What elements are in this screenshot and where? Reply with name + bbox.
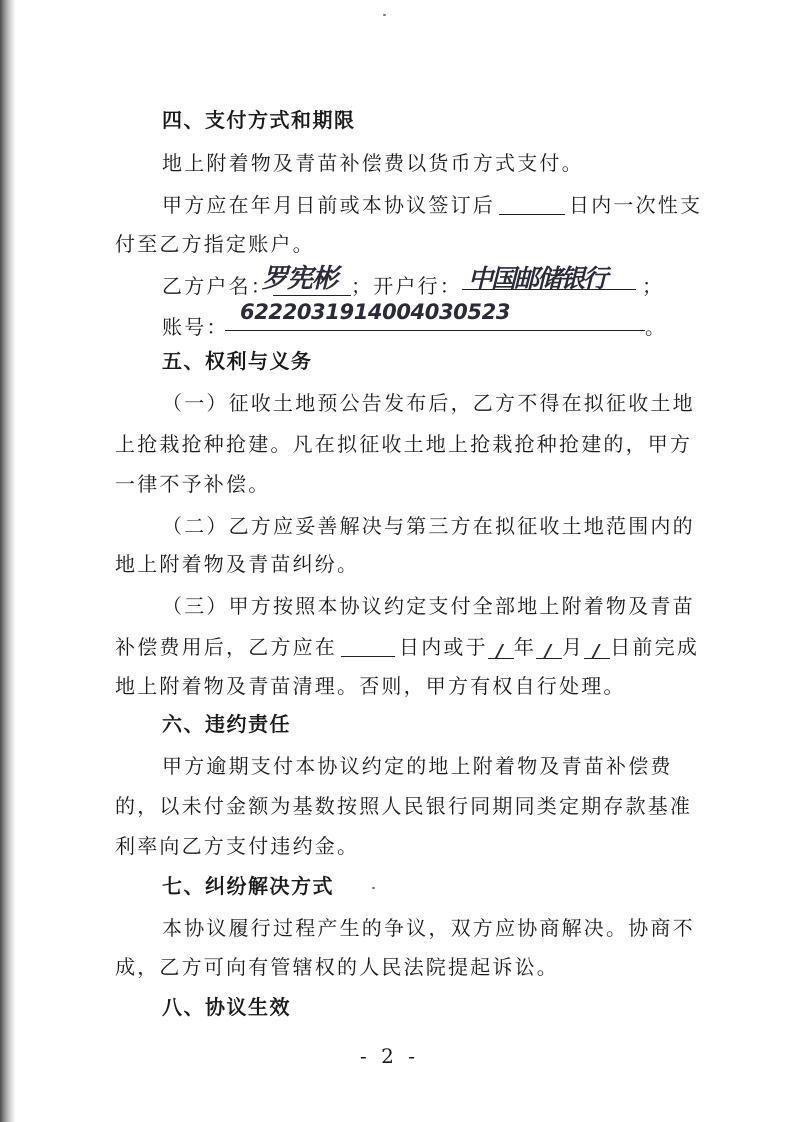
paragraph-line: 的，以未付金额为基数按照人民银行同期同类定期存款基准 xyxy=(115,794,693,818)
section-eight-title: 八、协议生效 xyxy=(162,995,291,1019)
paragraph-line: （二）乙方应妥善解决与第三方在拟征收土地范围内的 xyxy=(162,514,695,538)
account-label: 账号： xyxy=(162,315,229,339)
day-field xyxy=(584,638,610,662)
semicolon: ； xyxy=(642,274,665,298)
text: 月 xyxy=(562,635,585,659)
paragraph-line: 甲方逾期支付本协议约定的地上附着物及青苗补偿费 xyxy=(162,754,673,778)
scan-binding-edge xyxy=(0,0,16,1122)
paragraph-line: 付至乙方指定账户。 xyxy=(115,232,315,256)
handwritten-slash: / xyxy=(544,641,554,662)
section-six-title: 六、违约责任 xyxy=(162,712,291,736)
page-number: - 2 - xyxy=(360,1044,419,1068)
paragraph-line xyxy=(115,631,699,660)
paragraph-line: 上抢栽抢种抢建。凡在拟征收土地上抢栽抢种抢建的，甲方 xyxy=(115,432,693,456)
bank-label: ；开户行： xyxy=(351,274,462,298)
section-seven-title: 七、纠纷解决方式 xyxy=(162,874,334,898)
text: 日前完成 xyxy=(610,635,700,659)
period: 。 xyxy=(645,315,668,339)
handwritten-slash: / xyxy=(496,641,506,662)
payee-label: 乙方户名： xyxy=(162,274,273,298)
blank-field xyxy=(341,636,395,657)
year-field xyxy=(488,638,514,662)
paragraph-line: 一律不予补偿。 xyxy=(115,472,271,496)
handwritten-account-number: 6222031914004030523 xyxy=(240,300,511,324)
text: 补偿费用后，乙方应在 xyxy=(115,635,337,659)
scan-speck xyxy=(372,887,375,889)
paragraph-line: （三）甲方按照本协议约定支付全部地上附着物及青苗 xyxy=(162,594,695,618)
paragraph-line: 本协议履行过程产生的争议，双方应协商解决。协商不 xyxy=(162,916,695,940)
section-four-title: 四、支付方式和期限 xyxy=(162,108,356,132)
text: 日内一次性支 xyxy=(569,193,703,217)
handwritten-payee-name: 罗宪彬 xyxy=(262,264,338,294)
blank-field xyxy=(499,194,565,215)
handwritten-bank-name: 中国邮储银行 xyxy=(468,264,607,293)
paragraph-line: 利率向乙方支付违约金。 xyxy=(115,834,360,858)
paragraph: 地上附着物及青苗补偿费以货币方式支付。 xyxy=(162,151,584,175)
paragraph-line xyxy=(162,189,702,218)
text: 日内或于 xyxy=(399,635,488,659)
paragraph-line: 地上附着物及青苗清理。否则，甲方有权自行处理。 xyxy=(115,674,626,698)
paragraph-line: （一）征收土地预公告发布后，乙方不得在拟征收土地 xyxy=(162,391,695,415)
text: 年 xyxy=(513,635,537,659)
scan-speck xyxy=(383,14,386,16)
text: 甲方应在年月日前或本协议签订后 xyxy=(162,193,495,217)
paragraph-line: 成，乙方可向有管辖权的人民法院提起诉讼。 xyxy=(115,955,559,979)
section-five-title: 五、权利与义务 xyxy=(162,349,313,373)
month-field xyxy=(536,638,562,662)
handwritten-slash: / xyxy=(592,641,602,662)
paragraph-line: 地上附着物及青苗纠纷。 xyxy=(115,552,360,576)
